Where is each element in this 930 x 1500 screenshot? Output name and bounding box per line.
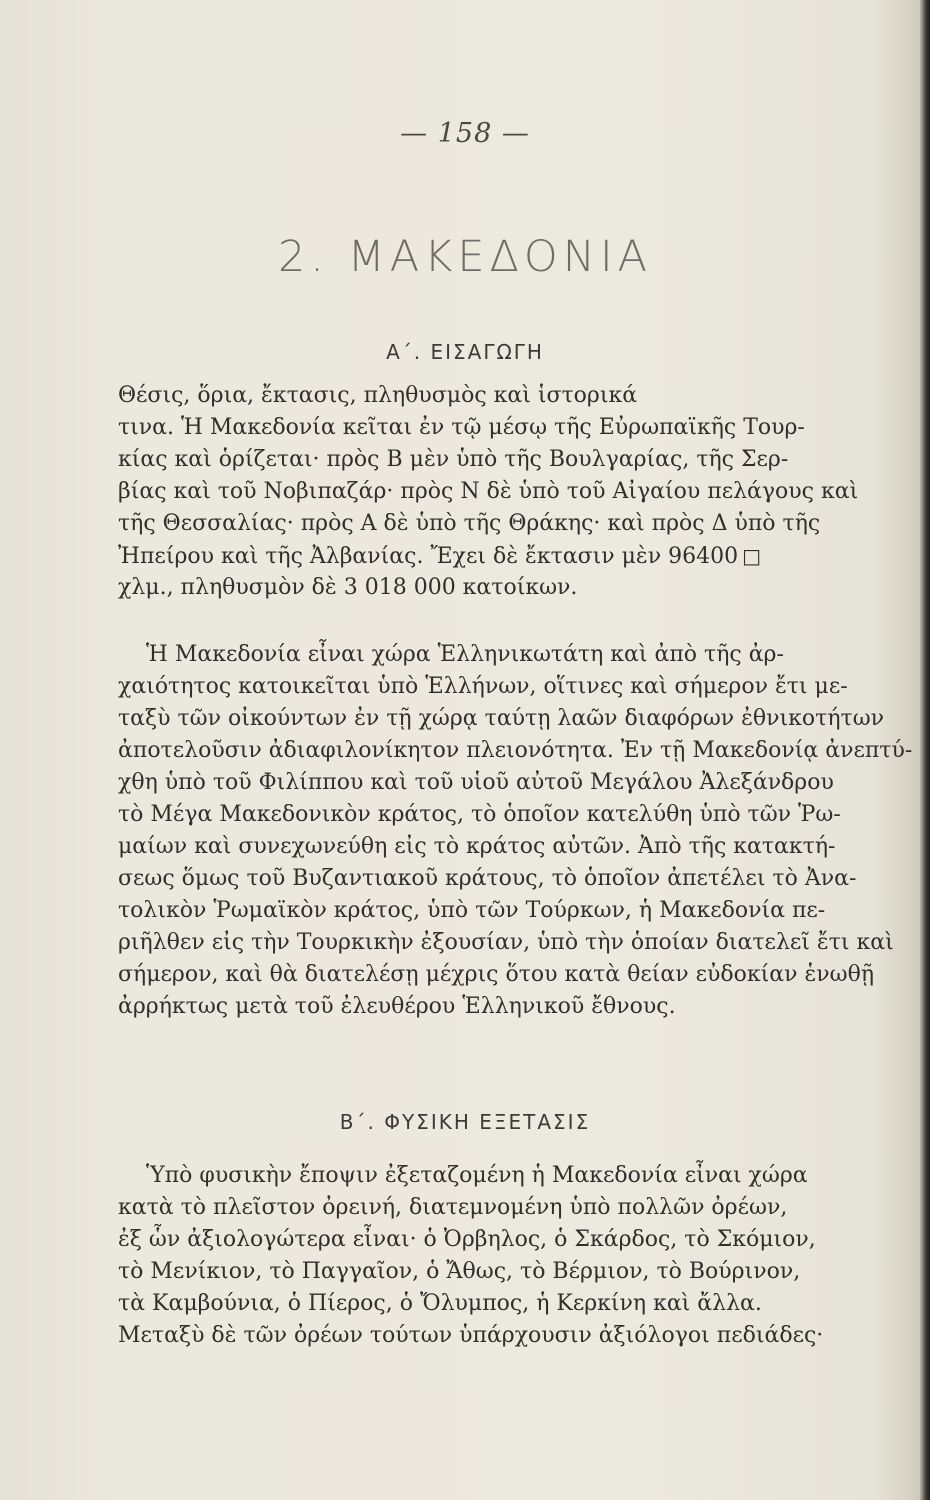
text-line: τολικὸν Ῥωμαϊκὸν κράτος, ὑπὸ τῶν Τούρκων, ἡ Μακεδονία πε- bbox=[118, 898, 826, 923]
text-line: μαίων καὶ συνεχωνεύθη εἰς τὸ κράτος αὐτῶν. Ἀπὸ τῆς κατακτή- bbox=[118, 834, 836, 859]
text-line: τινα. Ἡ Μακεδονία κεῖται ἐν τῷ μέσῳ τῆς Εὐρωπαϊκῆς Τουρ- bbox=[118, 415, 805, 440]
text-line: Ἡ Μακεδονία εἶναι χώρα Ἑλληνικωτάτη καὶ ἀπὸ τῆς ἀρ- bbox=[146, 642, 784, 667]
text-line: σεως ὅμως τοῦ Βυζαντιακοῦ κράτους, τὸ ὁποῖον ἀπετέλει τὸ Ἀνα- bbox=[118, 866, 857, 891]
text-line: Ὑπὸ φυσικὴν ἔποψιν ἐξεταζομένη ἡ Μακεδονία εἶναι χώρα bbox=[146, 1163, 808, 1188]
paragraph-mountains bbox=[118, 1160, 930, 1352]
page-number: — 158 — bbox=[400, 118, 530, 149]
text-line: κατὰ τὸ πλεῖστον ὀρεινή, διατεμνομένη ὑπὸ πολλῶν ὀρέων, bbox=[118, 1195, 788, 1220]
text-line: ἀποτελοῦσιν ἀδιαφιλονίκητον πλειονότητα. Ἐν τῇ Μακεδονίᾳ ἀνεπτύ- bbox=[118, 738, 913, 763]
text-line: τὸ Μενίκιον, τὸ Παγγαῖον, ὁ Ἄθως, τὸ Βέρμιον, τὸ Βούρινον, bbox=[118, 1259, 801, 1284]
text-line: ἀρρήκτως μετὰ τοῦ ἐλευθέρου Ἑλληνικοῦ ἔθνους. bbox=[118, 994, 676, 1019]
area-text: Ἠπείρου καὶ τῆς Ἀλβανίας. Ἔχει δὲ ἔκτασιν μὲν 96400 bbox=[118, 544, 739, 569]
text-line: τῆς Θεσσαλίας· πρὸς Α δὲ ὑπὸ τῆς Θράκης· καὶ πρὸς Δ ὑπὸ τῆς bbox=[118, 511, 821, 536]
chapter-title: 2. ΜΑΚΕΔΟΝΙΑ bbox=[277, 232, 653, 282]
text-line: σήμερον, καὶ θὰ διατελέσῃ μέχρις ὅτου κατὰ θείαν εὐδοκίαν ἑνωθῇ bbox=[118, 962, 875, 987]
text-line: Μεταξὺ δὲ τῶν ὀρέων τούτων ὑπάρχουσιν ἀξιόλογοι πεδιάδες· bbox=[118, 1323, 824, 1348]
text-line: χλμ., πληθυσμὸν δὲ 3 018 000 κατοίκων. bbox=[118, 575, 578, 600]
text-line-area bbox=[118, 540, 930, 572]
paragraph-position-borders bbox=[118, 380, 930, 604]
text-line: τὰ Καμβούνια, ὁ Πίερος, ὁ Ὄλυμπος, ἡ Κερκίνη καὶ ἄλλα. bbox=[118, 1291, 762, 1316]
section-heading-introduction: Α΄. ΕΙΣΑΓΩΓΗ bbox=[386, 340, 544, 364]
text-line: ἐξ ὧν ἀξιολογώτερα εἶναι· ὁ Ὀρβηλος, ὁ Σκάρδος, τὸ Σκόμιον, bbox=[118, 1227, 816, 1252]
text-line: ταξὺ τῶν οἰκούντων ἐν τῇ χώρᾳ ταύτῃ λαῶν διαφόρων ἐθνικοτήτων bbox=[118, 706, 885, 731]
paragraph-history bbox=[118, 639, 930, 1023]
text-line: τὸ Μέγα Μακεδονικὸν κράτος, τὸ ὁποῖον κατελύθη ὑπὸ τῶν Ῥω- bbox=[118, 802, 841, 827]
text-line: χαιότητος κατοικεῖται ὑπὸ Ἑλλήνων, οἵτινες καὶ σήμερον ἔτι με- bbox=[118, 674, 848, 699]
text-line: χθη ὑπὸ τοῦ Φιλίππου καὶ τοῦ υἱοῦ αὐτοῦ Μεγάλου Ἀλεξάνδρου bbox=[118, 770, 834, 795]
section-heading-physical-examination: Β΄. ΦΥΣΙΚΗ ΕΞΕΤΑΣΙΣ bbox=[339, 1110, 591, 1134]
text-line: Θέσις, ὅρια, ἔκτασις, πληθυσμὸς καὶ ἱστορικά bbox=[118, 383, 638, 408]
book-page-edge bbox=[920, 0, 930, 1500]
square-symbol: □ bbox=[742, 544, 761, 568]
text-line: βίας καὶ τοῦ Νοβιπαζάρ· πρὸς Ν δὲ ὑπὸ τοῦ Αἰγαίου πελάγους καὶ bbox=[118, 479, 859, 504]
text-line: ριῆλθεν εἰς τὴν Τουρκικὴν ἐξουσίαν, ὑπὸ τὴν ὁποίαν διατελεῖ ἔτι καὶ bbox=[118, 930, 894, 955]
text-line: κίας καὶ ὁρίζεται· πρὸς Β μὲν ὑπὸ τῆς Βουλγαρίας, τῆς Σερ- bbox=[118, 447, 789, 472]
